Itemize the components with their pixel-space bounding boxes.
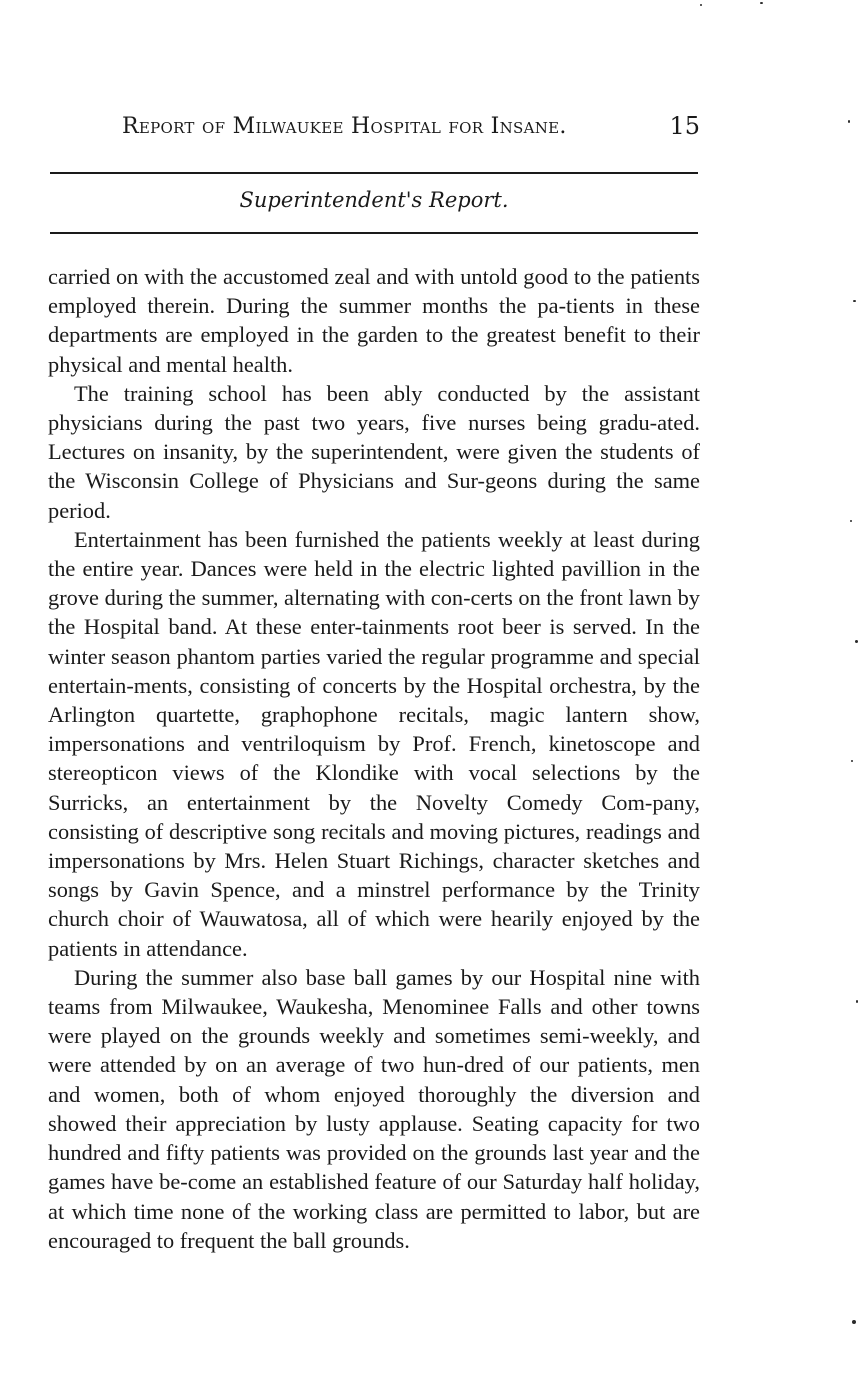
scan-speck [848, 120, 850, 123]
header-rule-top [50, 172, 698, 174]
scan-speck [853, 300, 856, 302]
body-text [48, 262, 700, 1255]
scan-speck [856, 1000, 858, 1003]
scan-speck [855, 640, 858, 643]
scan-speck [700, 4, 702, 6]
paragraph: The training school has been ably conducted by the assistant physicians during the past two years, five nurses being gradu-ated. Lectures on insanity, by the superintendent, were given the students of the Wisconsin College of Physicians and Sur-geons during the same period. [48, 380, 700, 523]
section-title: Superintendent's Report. [239, 188, 509, 212]
page-number: 15 [669, 112, 700, 140]
scan-speck [851, 760, 853, 762]
scan-speck [760, 2, 763, 4]
header-rule-bottom [50, 232, 698, 234]
scan-speck [850, 520, 852, 522]
running-header [50, 108, 700, 148]
header-title: Report of Milwaukee Hospital for Insane. [122, 114, 567, 139]
paragraph: carried on with the accustomed zeal and with untold good to the patients employed therein. During the summer months the pa-tients in these departments are employed in the garden to the greatest benefit to their physical and mental health. [48, 264, 700, 377]
paragraph: Entertainment has been furnished the patients weekly at least during the entire year. Dances were held in the electric lighted pavillion in the grove during the summer, alternating with con-certs on the front lawn by the Hospital band. At these enter-tainments root beer is served. In the winter season phantom parties varied the regular programme and special entertain-ments, consisting of concerts by the Hospital orchestra, by the Arlington quartette, graphophone recitals, magic lantern show, impersonations and ventriloquism by Prof. French, kinetoscope and stereopticon views of the Klondike with vocal selections by the Surricks, an entertainment by the Novelty Comedy Com-pany, consisting of descriptive song recitals and moving pictures, readings and impersonations by Mrs. Helen Stuart Richings, character sketches and songs by Gavin Spence, and a minstrel performance by the Trinity church choir of Wauwatosa, all of which were hearily enjoyed by the patients in attendance. [48, 526, 700, 961]
scan-speck [852, 1320, 856, 1324]
paragraph: During the summer also base ball games by our Hospital nine with teams from Milwaukee, Waukesha, Menominee Falls and other towns were played on the grounds weekly and sometimes semi-weekly, and were attended by on an average of two hun-dred of our patients, men and women, both of whom enjoyed thoroughly the diversion and showed their appreciation by lusty applause. Seating capacity for two hundred and fifty patients was provided on the grounds last year and the games have be-come an established feature of our Saturday half holiday, at which time none of the working class are permitted to labor, but are encouraged to frequent the ball grounds. [48, 964, 700, 1253]
